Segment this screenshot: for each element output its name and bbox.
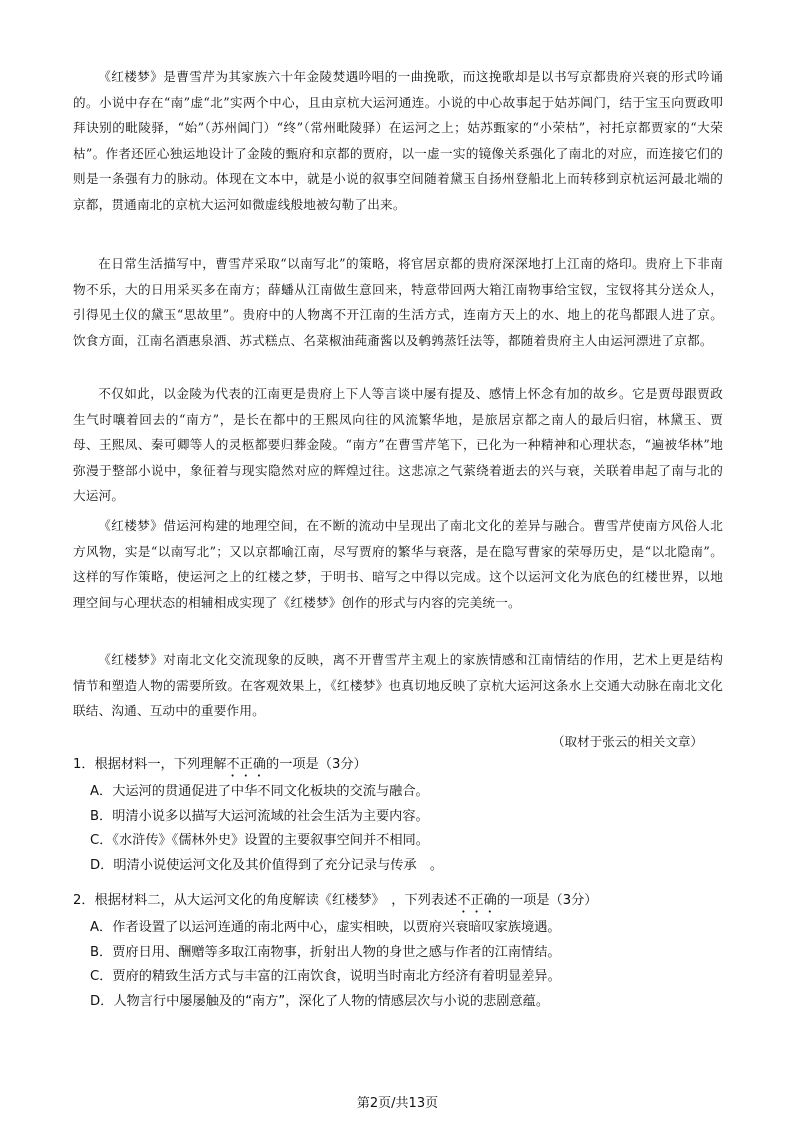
- emphasis-text: 不正确: [226, 757, 267, 772]
- page-number: 第2页/共13页: [356, 1096, 439, 1111]
- paragraph-1: 《红楼梦》是曹雪芹为其家族六十年金陵焚遇吟唱的一曲挽歌，而这挽歌却是以书写京都贵府兴衰的形式吟诵的。小说中存在“南”虚“北”实两个中心，且由京杭大运河通连。小说的中心故事起于姑苏阊门，结于宝玉向贾政叩拜诀别的毗陵驿，“始”（苏州阊门）“终”（常州毗陵驿）在运河之上；姑苏甄家的“小荣枯”，衬托京都贾家的“大荣枯”。作者还匠心独运地设计了金陵的甄府和京都的贾府，以一虚一实的镜像关系强化了南北的对应，而连接它们的则是一条强有力的脉动。体现在文本中，就是小说的叙事空间随着黛玉自扬州登船北上而转移到京杭运河最北端的京都，贯通南北的京杭大运河如微虚线般地被勾勒了出来。: [73, 69, 723, 212]
- emphasis-text: 不正确: [457, 893, 497, 908]
- option-c: C．贾府的精致生活方式与丰富的江南饮食，说明当时南北方经济有着明显差异。: [90, 969, 561, 985]
- question-stem: 2．根据材料二，从大运河文化的角度解读《红楼梦》 ，下列表述不正确的一项是（3分）: [73, 893, 598, 908]
- article-body-4: [73, 513, 723, 615]
- article-body-2: [73, 251, 723, 353]
- option-d: D．人物言行中屡屡触及的“南方”，深化了人物的情感层次与小说的悲剧意蕴。: [90, 993, 550, 1009]
- question-stem: 1．根据材料一，下列理解不正确的一项是（3分）: [73, 757, 367, 772]
- paragraph-4: 《红楼梦》借运河构建的地理空间，在不断的流动中呈现出了南北文化的差异与融合。曹雪芹使南方风俗人北方风物，实是“以南写北”；又以京都喻江南，尽写贾府的繁华与衰落，是在隐写曹家的荣辱历史，是“以北隐南”。这样的写作策略，使运河之上的红楼之梦，于明书、暗写之中得以完成。这个以运河文化为底色的红楼世界，以地理空间与心理状态的相辅相成实现了《红楼梦》创作的形式与内容的完美统一。: [73, 518, 723, 610]
- option-b: B．贾府日用、酬赠等多取江南物事，折射出人物的身世之感与作者的江南情结。: [90, 944, 561, 960]
- option-a: A．作者设置了以运河连通的南北两中心，虚实相映，以贾府兴衰暗叹家族境遇。: [90, 920, 561, 935]
- article-body-5: [73, 647, 723, 724]
- question-2: [73, 888, 723, 1014]
- option-d: D．明清小说使运河文化及其价值得到了充分记录与传承 。: [90, 857, 444, 873]
- option-c: C．《水浒传》《儒林外史》设置的主要叙事空间并不相同。: [90, 833, 429, 849]
- paragraph-5: 《红楼梦》对南北文化交流现象的反映，离不开曹雪芹主观上的家族情感和江南情结的作用，艺术上更是结构情节和塑造人物的需要所致。在客观效果上，《红楼梦》也真切地反映了京杭大运河这条水上交通大动脉在南北文化联结、沟通、互动中的重要作用。: [73, 652, 723, 719]
- question-1: [73, 752, 723, 878]
- article-source: （取材于张云的相关文章）: [551, 734, 703, 749]
- article-body-3: [73, 381, 723, 509]
- option-b: B．明清小说多以描写大运河流域的社会生活为主要内容。: [90, 808, 429, 824]
- option-a: A．大运河的贯通促进了中华不同文化板块的交流与融合。: [90, 784, 429, 799]
- article-body: [73, 64, 723, 218]
- paragraph-3: 不仅如此，以金陵为代表的江南更是贵府上下人等言谈中屡有提及、感情上怀念有加的故乡。它是贾母跟贾政生气时嚷着回去的“南方”，是长在都中的王熙凤向往的风流繁华地，是旅居京都之南人的最后归宿，林黛玉、贾母、王熙凤、秦可卿等人的灵柩都要归葬金陵。“南方”在曹雪芹笔下，已化为一种精神和心理状态，“遍被华林”地弥漫于整部小说中，象征着与现实隐然对应的辉煌过往。这悲凉之气萦绕着逝去的兴与衰，关联着串起了南与北的大运河。: [73, 386, 723, 504]
- paragraph-2: 在日常生活描写中，曹雪芹采取“以南写北”的策略，将官居京都的贵府深深地打上江南的烙印。贵府上下非南物不乐，大的日用采买多在南方；薛蟠从江南做生意回来，特意带回两大箱江南物事给宝钗，宝钗将其分送众人，引得见土仪的黛玉“思故里”。贵府中的人物离不开江南的生活方式，连南方天上的水、地上的花鸟都跟人进了京。饮食方面，江南名酒惠泉酒、苏式糕点、名菜椒油莼齑酱以及鹌鹑蒸饪法等，都随着贵府主人由运河漂进了京都。: [73, 256, 723, 348]
